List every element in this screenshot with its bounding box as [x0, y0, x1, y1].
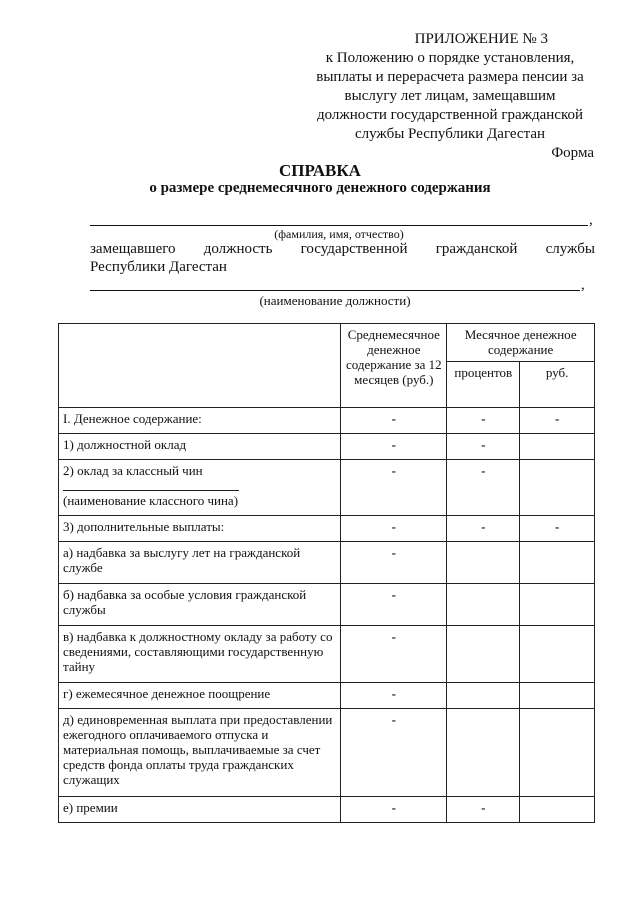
table-row [59, 460, 595, 516]
appendix-line: к Положению о порядке установления, [325, 50, 575, 66]
cell-avg: - [341, 542, 447, 584]
cell-avg: - [341, 460, 447, 516]
cell-rub [520, 626, 595, 683]
position-word: службы [545, 241, 595, 257]
salary-table [58, 323, 595, 823]
table-row [59, 408, 595, 434]
appendix-line: выслугу лет лицам, замещавшим [344, 88, 556, 104]
cell-rub [520, 460, 595, 516]
position-caption: (наименование должности) [259, 293, 411, 308]
cell-rub: - [520, 408, 595, 434]
row-sublabel: (наименование классного чина) [63, 493, 239, 508]
row-label: д) единовременная выплата при предоставлении ежегодного оплачиваемого отпуска и материальная помощь, выплачиваемые за счет средств фонда оплаты труда гражданских служащих [59, 709, 341, 797]
table-row [59, 516, 595, 542]
position-blank-line [90, 290, 580, 291]
document-subtitle: о размере среднемесячного денежного содержания [149, 180, 491, 196]
cell-percent [447, 683, 520, 709]
cell-rub [520, 683, 595, 709]
position-paragraph [90, 240, 595, 276]
cell-avg: - [341, 408, 447, 434]
cell-avg: - [341, 516, 447, 542]
header-empty-cell [59, 324, 341, 408]
row-label: а) надбавка за выслугу лет на гражданской службе [59, 542, 341, 584]
cell-rub [520, 542, 595, 584]
row-label: 1) должностной оклад [59, 434, 341, 460]
table-row [59, 683, 595, 709]
document-title: СПРАВКА [279, 161, 361, 180]
table-row [59, 542, 595, 584]
header-percent: процентов [447, 362, 520, 408]
cell-avg: - [341, 683, 447, 709]
table-row [59, 434, 595, 460]
position-word: гражданской [435, 241, 518, 257]
position-line-2: Республики Дагестан [90, 259, 227, 275]
class-rank-blank-line [63, 478, 239, 491]
cell-rub [520, 434, 595, 460]
cell-percent [447, 709, 520, 797]
row-label: в) надбавка к должностному окладу за работу со сведениями, составляющими государственную тайну [59, 626, 341, 683]
form-label: Форма [551, 145, 594, 161]
cell-rub [520, 584, 595, 626]
fio-comma: , [589, 212, 593, 228]
cell-percent: - [447, 434, 520, 460]
cell-percent [447, 584, 520, 626]
appendix-header [300, 30, 600, 144]
table-row [59, 709, 595, 797]
cell-avg: - [341, 434, 447, 460]
appendix-title: ПРИЛОЖЕНИЕ № 3 [414, 31, 548, 47]
fio-caption: (фамилия, имя, отчество) [274, 227, 404, 241]
header-rub: руб. [520, 362, 595, 408]
cell-avg: - [341, 709, 447, 797]
row-label: б) надбавка за особые условия гражданской службы [59, 584, 341, 626]
row-label: I. Денежное содержание: [59, 408, 341, 434]
position-word: должность [203, 241, 273, 257]
table-row [59, 584, 595, 626]
cell-rub: - [520, 516, 595, 542]
header-monthly-salary: Месячное денежное содержание [447, 324, 595, 362]
table-row [59, 797, 595, 823]
cell-avg: - [341, 584, 447, 626]
cell-percent [447, 626, 520, 683]
row-label: 3) дополнительные выплаты: [59, 516, 341, 542]
position-word: государственной [300, 241, 408, 257]
cell-percent [447, 542, 520, 584]
appendix-line: службы Республики Дагестан [354, 126, 546, 142]
row-label: е) премии [59, 797, 341, 823]
header-avg-salary: Среднемесячное денежное содержание за 12 месяцев (руб.) [341, 324, 447, 408]
cell-percent: - [447, 797, 520, 823]
cell-rub [520, 709, 595, 797]
row-label-cell [59, 460, 341, 516]
table-row [59, 626, 595, 683]
row-label: г) ежемесячное денежное поощрение [59, 683, 341, 709]
cell-avg: - [341, 797, 447, 823]
row-label: 2) оклад за классный чин [63, 463, 203, 478]
cell-avg: - [341, 626, 447, 683]
position-word: замещавшего [90, 241, 176, 257]
cell-percent: - [447, 516, 520, 542]
fio-blank-line [90, 225, 588, 226]
cell-percent: - [447, 408, 520, 434]
position-comma: , [581, 277, 585, 293]
appendix-line: выплаты и перерасчета размера пенсии за [316, 69, 584, 85]
cell-rub [520, 797, 595, 823]
appendix-line: должности государственной гражданской [316, 107, 584, 123]
cell-percent: - [447, 460, 520, 516]
